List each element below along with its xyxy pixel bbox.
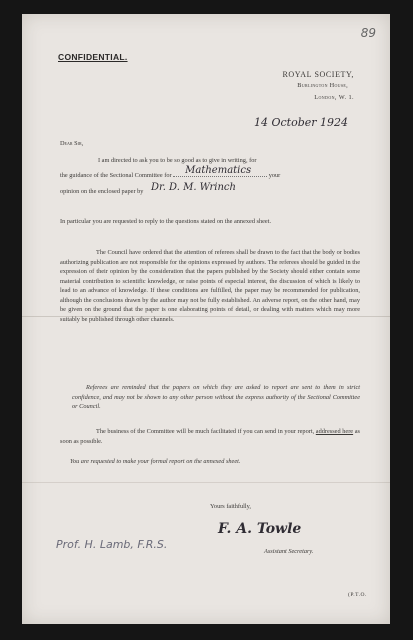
business-text-start: The business of the Committee will be much facilitated if you can send in your report, — [96, 428, 315, 435]
paragraph-formal-report: You are requested to make your formal report on the annexed sheet. — [70, 458, 241, 465]
pencil-annotation: Prof. H. Lamb, F.R.S. — [56, 538, 168, 551]
business-text-end: as soon as possible. — [60, 428, 360, 445]
request-line-2-start: the guidance of the Sectional Committee for — [60, 172, 172, 179]
business-text-underlined: addressed here — [315, 428, 354, 435]
signature-role: Assistant Secretary. — [264, 548, 314, 555]
address-city: London, W. 1. — [314, 94, 354, 101]
request-line-1: I am directed to ask you to be so good as to give in writing, for — [98, 157, 257, 164]
request-line-3 — [60, 181, 360, 197]
request-line-2-end: your — [268, 172, 281, 179]
paragraph-business — [60, 427, 360, 446]
paragraph-council: The Council have ordered that the attention of referees shall be drawn to the fact that the body or bodies authorizing publication are not responsible for the opinions expressed by authors. The referees should be guided in the expression of their opinion by the consideration that the papers published by the Society should either contain some material contribution to scientific knowledge, or raise points of especial interest, the discussion of which is likely to lead to an advance of knowledge. If these conditions are fulfilled, the paper may be recommended for publication, although the conclusions drawn by the author may not be fully established. An adverse report, on the other hand, may be given on the ground that the paper is one elaborating points of detail, or dealing with matters which may more suitably be published through other channels. — [60, 249, 360, 323]
letter-sheet — [22, 14, 390, 624]
address-org: ROYAL SOCIETY, — [282, 70, 354, 79]
pto-note: (P.T.O. — [348, 592, 367, 598]
request-line-2 — [60, 164, 370, 181]
paragraph-questions: In particular you are requested to reply to the questions stated on the annexed sheet. — [60, 218, 272, 225]
handwritten-date: 14 October 1924 — [254, 116, 349, 129]
paragraph-referees: Referees are reminded that the papers on which they are asked to report are sent to them in strict confidence, and may not be shown to any other person without the express authority of the Sectional Committee or Council. — [72, 384, 360, 410]
fold-line — [22, 482, 390, 483]
address-house: Burlington House, — [297, 82, 348, 89]
committee-handwritten: Mathematics — [185, 164, 252, 176]
salutation: Dear Sir, — [60, 140, 84, 147]
request-line-3-start: opinion on the enclosed paper by — [60, 188, 144, 195]
confidential-heading: CONFIDENTIAL. — [58, 52, 128, 62]
closing: Yours faithfully, — [210, 503, 251, 510]
signature: F. A. Towle — [218, 521, 302, 537]
committee-blank — [173, 164, 267, 177]
author-handwritten: Dr. D. M. Wrinch — [151, 181, 236, 193]
page-number: 89 — [360, 26, 376, 40]
